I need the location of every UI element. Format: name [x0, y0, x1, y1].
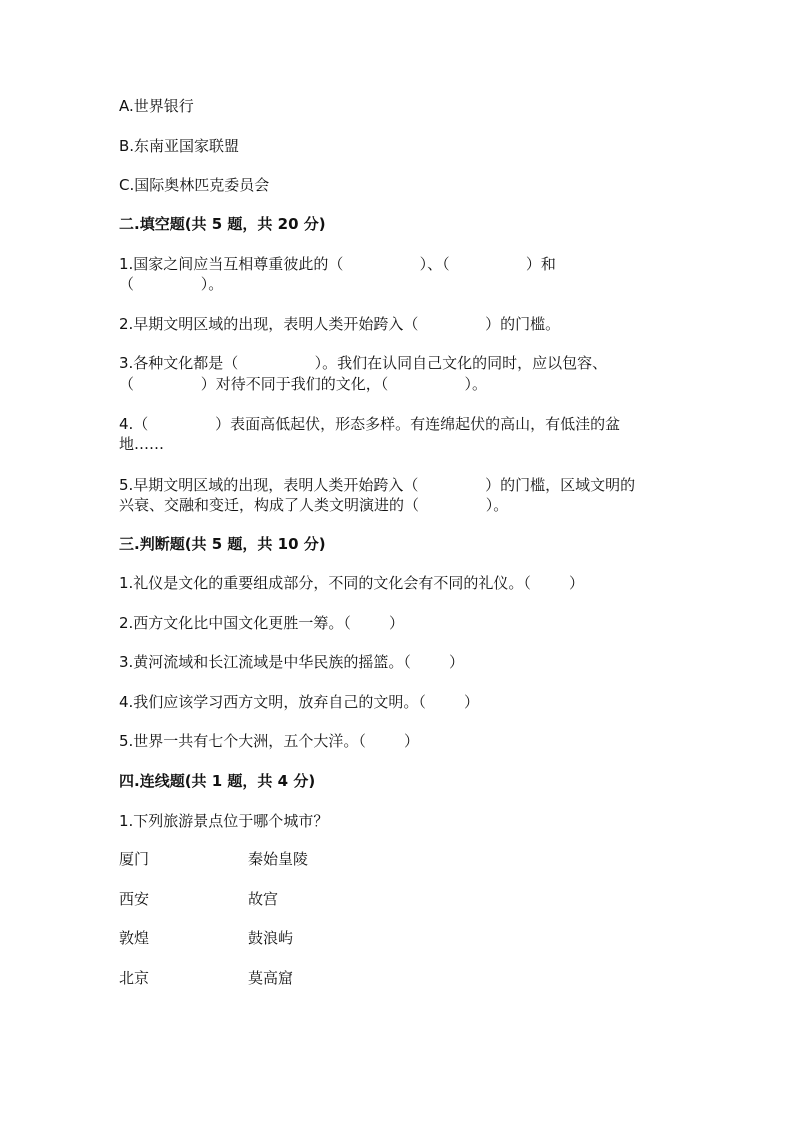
- matching-city: 北京: [119, 969, 150, 987]
- matching-question: 1.下列旅游景点位于哪个城市？: [119, 812, 329, 830]
- section-heading-fill-blank: 二.填空题(共 5 题，共 20 分): [119, 215, 326, 233]
- fill-q5-line1: 5.早期文明区域的出现，表明人类开始跨入（ ）的门槛，区域文明的: [119, 476, 636, 494]
- fill-q3-line2: （ ）对待不同于我们的文化，（ ）。: [119, 375, 488, 393]
- tf-q1: 1.礼仪是文化的重要组成部分，不同的文化会有不同的礼仪。（ ）: [119, 574, 584, 592]
- matching-city: 敦煌: [119, 929, 150, 947]
- section-heading-matching: 四.连线题(共 1 题，共 4 分): [119, 772, 316, 790]
- fill-q1-line1: 1.国家之间应当互相尊重彼此的（ ）、（ ）和: [119, 255, 556, 273]
- tf-q3: 3.黄河流域和长江流域是中华民族的摇篮。（ ）: [119, 653, 464, 671]
- fill-q5-line2: 兴衰、交融和变迁，构成了人类文明演进的（ ）。: [119, 496, 509, 514]
- matching-site: 鼓浪屿: [248, 929, 294, 947]
- fill-q3-line1: 3.各种文化都是（ ）。我们在认同自己文化的同时，应以包容、: [119, 354, 608, 372]
- fill-q1-line2: （ ）。: [119, 275, 224, 293]
- option-a: A.世界银行: [119, 97, 194, 115]
- matching-site: 莫高窟: [248, 969, 294, 987]
- tf-q2: 2.西方文化比中国文化更胜一筹。（ ）: [119, 614, 404, 632]
- fill-q2: 2.早期文明区域的出现，表明人类开始跨入（ ）的门槛。: [119, 315, 561, 333]
- matching-site: 故宫: [248, 890, 279, 908]
- option-c: C.国际奥林匹克委员会: [119, 176, 270, 194]
- fill-q4-line1: 4.（ ）表面高低起伏，形态多样。有连绵起伏的高山，有低洼的盆: [119, 415, 621, 433]
- matching-city: 西安: [119, 890, 150, 908]
- matching-site: 秦始皇陵: [248, 850, 309, 868]
- option-b: B.东南亚国家联盟: [119, 137, 240, 155]
- tf-q4: 4.我们应该学习西方文明，放弃自己的文明。（ ）: [119, 693, 479, 711]
- fill-q4-line2: 地……: [119, 435, 165, 453]
- section-heading-true-false: 三.判断题(共 5 题，共 10 分): [119, 535, 326, 553]
- matching-city: 厦门: [119, 850, 150, 868]
- tf-q5: 5.世界一共有七个大洲，五个大洋。（ ）: [119, 732, 419, 750]
